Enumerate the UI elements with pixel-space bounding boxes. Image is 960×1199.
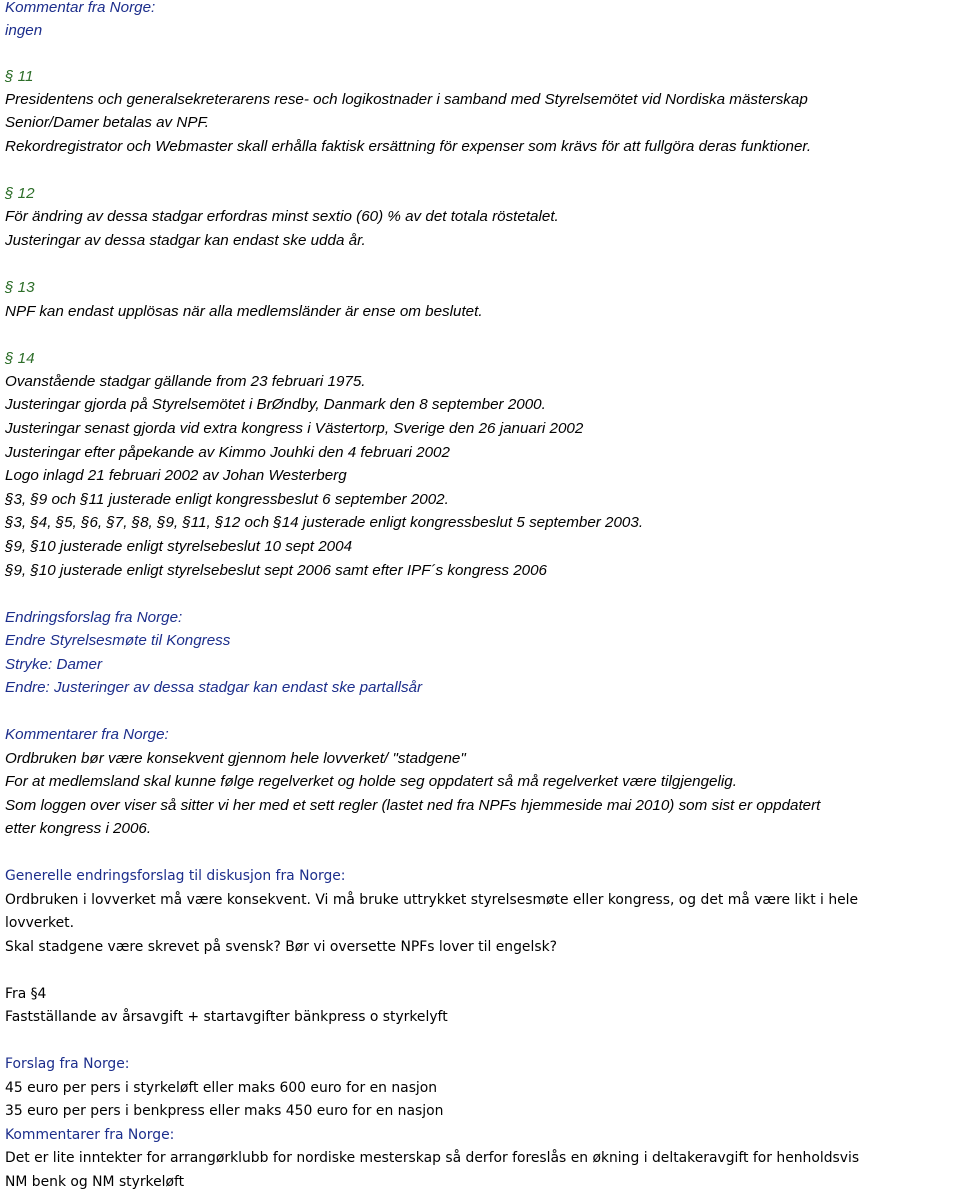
section-13-heading: § 13 [5, 279, 35, 296]
section-14-heading: § 14 [5, 350, 35, 367]
paragraph-line: NPF kan endast upplösas när alla medlemsländer är ense om beslutet. [5, 303, 483, 320]
paragraph-line: För ändring av dessa stadgar erfordras minst sextio (60) % av det totala röstetalet. [5, 208, 559, 225]
history-line: Ovanstående stadgar gällande from 23 februari 1975. [5, 373, 366, 390]
final-comment-line: NM benk og NM styrkeløft [5, 1174, 185, 1190]
fee-line: Fastställande av årsavgift + startavgifter bänkpress o styrkelyft [5, 1009, 448, 1025]
history-line: Justeringar senast gjorda vid extra kongress i Västertorp, Sverige den 26 januari 2002 [5, 420, 584, 437]
paragraph-line: Rekordregistrator och Webmaster skall erhålla faktisk ersättning för expenser som krävs för att fullgöra deras funktioner. [5, 138, 812, 155]
history-line: §9, §10 justerade enligt styrelsebeslut sept 2006 samt efter IPF´s kongress 2006 [5, 562, 547, 579]
comment-line: Som loggen over viser så sitter vi her med et sett regler (lastet ned fra NPFs hjemmeside mai 2010) som sist er oppdatert [5, 797, 821, 814]
history-line: §9, §10 justerade enligt styrelsebeslut 10 sept 2004 [5, 538, 353, 555]
paragraph-line: Justeringar av dessa stadgar kan endast ske udda år. [5, 232, 366, 249]
amendment-line: Endre: Justeringer av dessa stadgar kan endast ske partallsår [5, 679, 423, 696]
norway-proposal-heading: Forslag fra Norge: [5, 1056, 130, 1072]
history-line: Justeringar efter påpekande av Kimmo Jouhki den 4 februari 2002 [5, 444, 450, 461]
history-line: §3, §4, §5, §6, §7, §8, §9, §11, §12 och §14 justerade enligt kongressbeslut 5 september 2003. [5, 514, 644, 531]
final-comment-line: Det er lite inntekter for arrangørklubb for nordiske mesterskap så derfor foreslås en økning i deltakeravgift for henholdsvis [5, 1150, 860, 1166]
fee-proposal-line: 45 euro per pers i styrkeløft eller maks 600 euro for en nasjon [5, 1080, 438, 1096]
comments-heading: Kommentarer fra Norge: [5, 726, 169, 743]
final-comments-heading: Kommentarer fra Norge: [5, 1127, 175, 1143]
amendment-line: Endre Styrelsesmøte til Kongress [5, 632, 231, 649]
section-11-heading: § 11 [5, 68, 34, 85]
general-proposals-heading: Generelle endringsforslag til diskusjon fra Norge: [5, 868, 346, 884]
comment-line: Ordbruken bør være konsekvent gjennom hele lovverket/ "stadgene" [5, 750, 466, 767]
amendment-line: Stryke: Damer [5, 656, 103, 673]
comment-line: etter kongress i 2006. [5, 820, 152, 837]
history-line: §3, §9 och §11 justerade enligt kongressbeslut 6 september 2002. [5, 491, 449, 508]
comment-heading: Kommentar fra Norge: [5, 0, 156, 16]
fee-proposal-line: 35 euro per pers i benkpress eller maks 450 euro for en nasjon [5, 1103, 444, 1119]
proposal-line: Ordbruken i lovverket må være konsekvent. Vi må bruke uttrykket styrelsesmøte eller kongress, og det må være likt i hele [5, 892, 859, 908]
proposal-line: Skal stadgene være skrevet på svensk? Bør vi oversette NPFs lover til engelsk? [5, 939, 557, 955]
paragraph-line: Senior/Damer betalas av NPF. [5, 114, 209, 131]
amendment-heading: Endringsforslag fra Norge: [5, 609, 183, 626]
history-line: Logo inlagd 21 februari 2002 av Johan Westerberg [5, 467, 347, 484]
from-section-4-heading: Fra §4 [5, 986, 47, 1002]
history-line: Justeringar gjorda på Styrelsemötet i BrØndby, Danmark den 8 september 2000. [5, 396, 546, 413]
paragraph-line: Presidentens och generalsekreterarens rese- och logikostnader i samband med Styrelsemötet vid Nordiska mästerskap [5, 91, 808, 108]
comment-text: ingen [5, 22, 43, 39]
section-12-heading: § 12 [5, 185, 35, 202]
comment-line: For at medlemsland skal kunne følge regelverket og holde seg oppdatert så må regelverket være tilgjengelig. [5, 773, 737, 790]
proposal-line: lovverket. [5, 915, 75, 931]
